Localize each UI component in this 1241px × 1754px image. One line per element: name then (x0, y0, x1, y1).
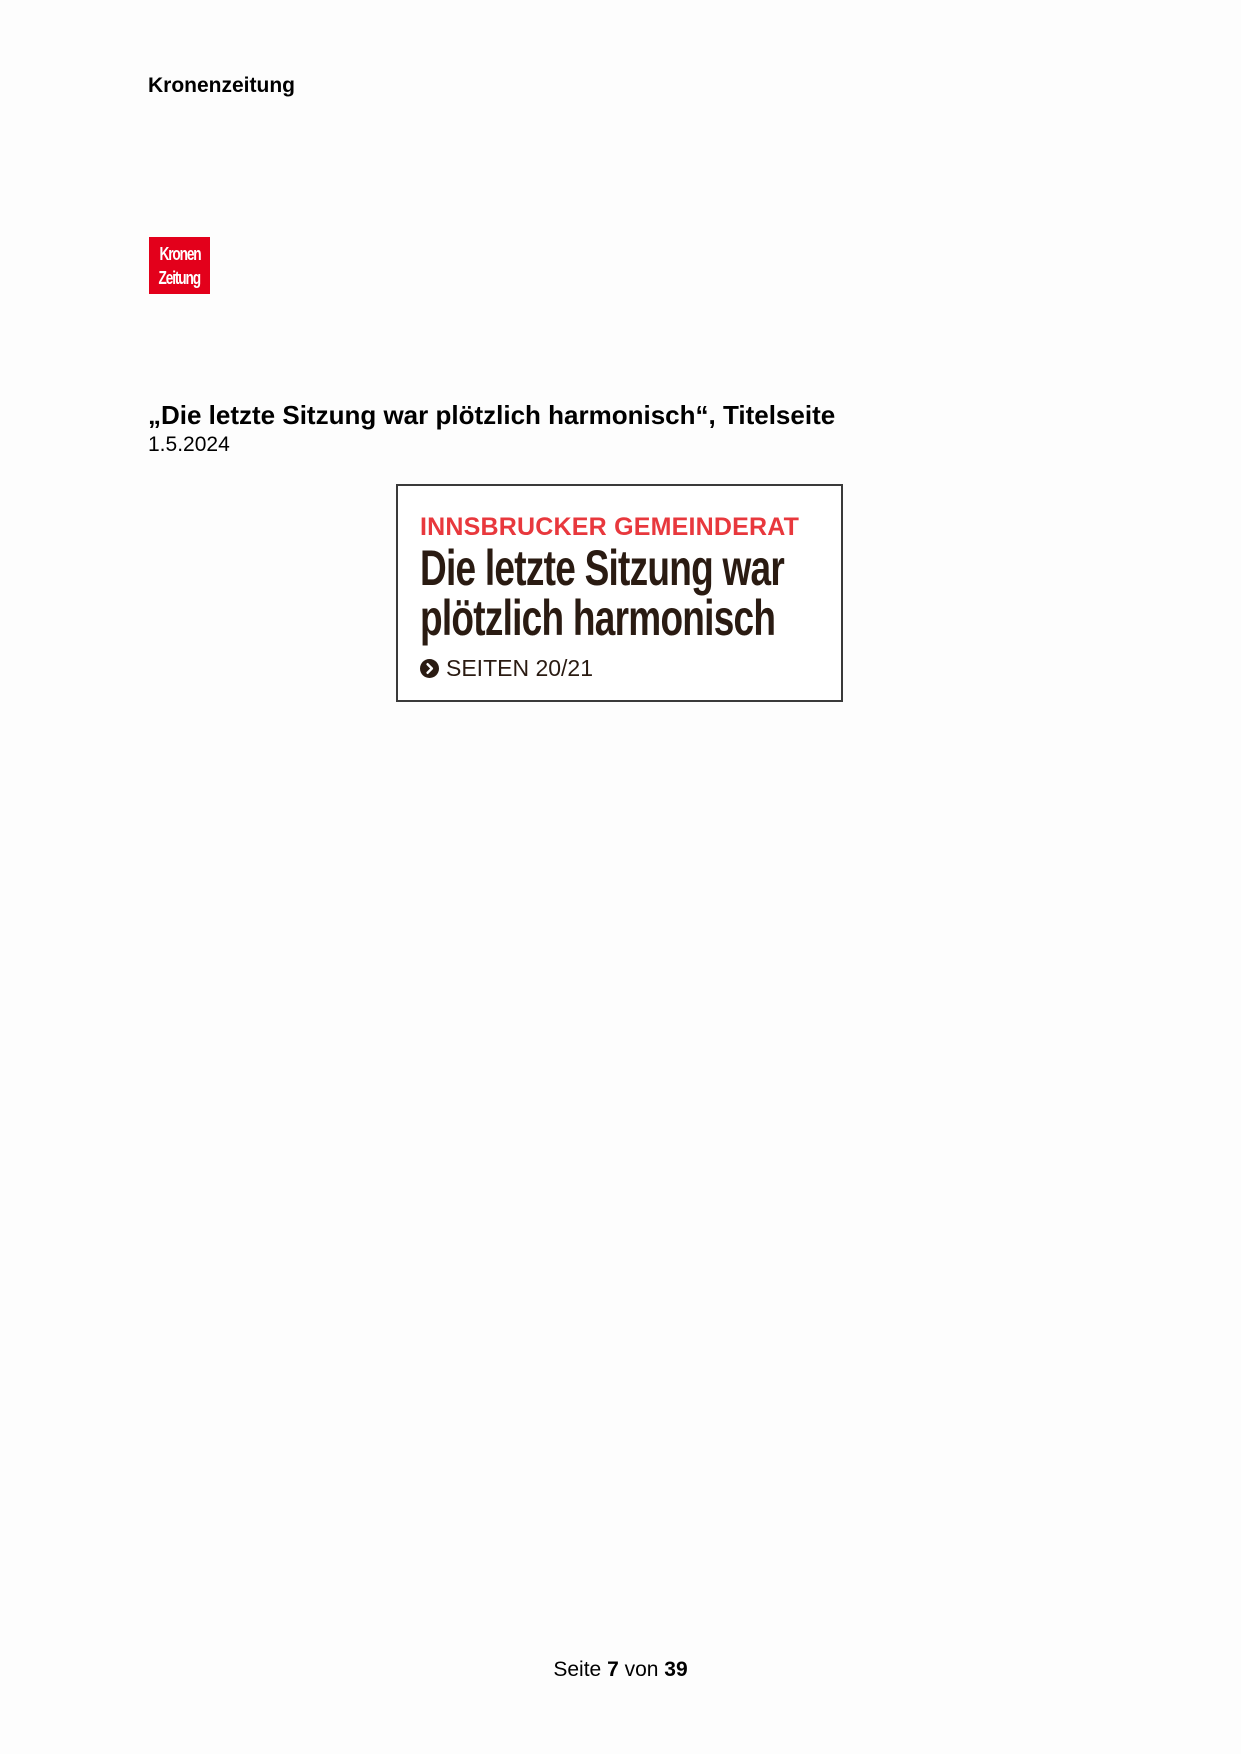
logo-line-1: Kronen (158, 243, 201, 264)
clipping-page-reference (420, 654, 593, 682)
footer-separator: von (624, 1658, 659, 1681)
page-footer (0, 1657, 1241, 1683)
clipping-headline-line-1: Die letzte Sitzung war (420, 540, 785, 596)
clipping-page-ref-text: SEITEN 20/21 (446, 655, 594, 681)
newspaper-clipping (396, 484, 843, 702)
footer-current-page: 7 (607, 1658, 619, 1681)
article-title: „Die letzte Sitzung war plötzlich harmonisch“, Titelseite (148, 400, 836, 430)
clipping-headline-line-2: plötzlich harmonisch (420, 590, 776, 646)
kronen-zeitung-logo (149, 237, 210, 294)
clipping-kicker: INNSBRUCKER GEMEINDERAT (420, 513, 800, 541)
arrow-right-circle-icon (420, 659, 439, 678)
article-date: 1.5.2024 (148, 433, 230, 456)
footer-total-pages: 39 (664, 1658, 688, 1681)
source-title: Kronenzeitung (148, 74, 295, 97)
footer-prefix: Seite (553, 1658, 602, 1681)
logo-line-2: Zeitung (158, 267, 201, 288)
